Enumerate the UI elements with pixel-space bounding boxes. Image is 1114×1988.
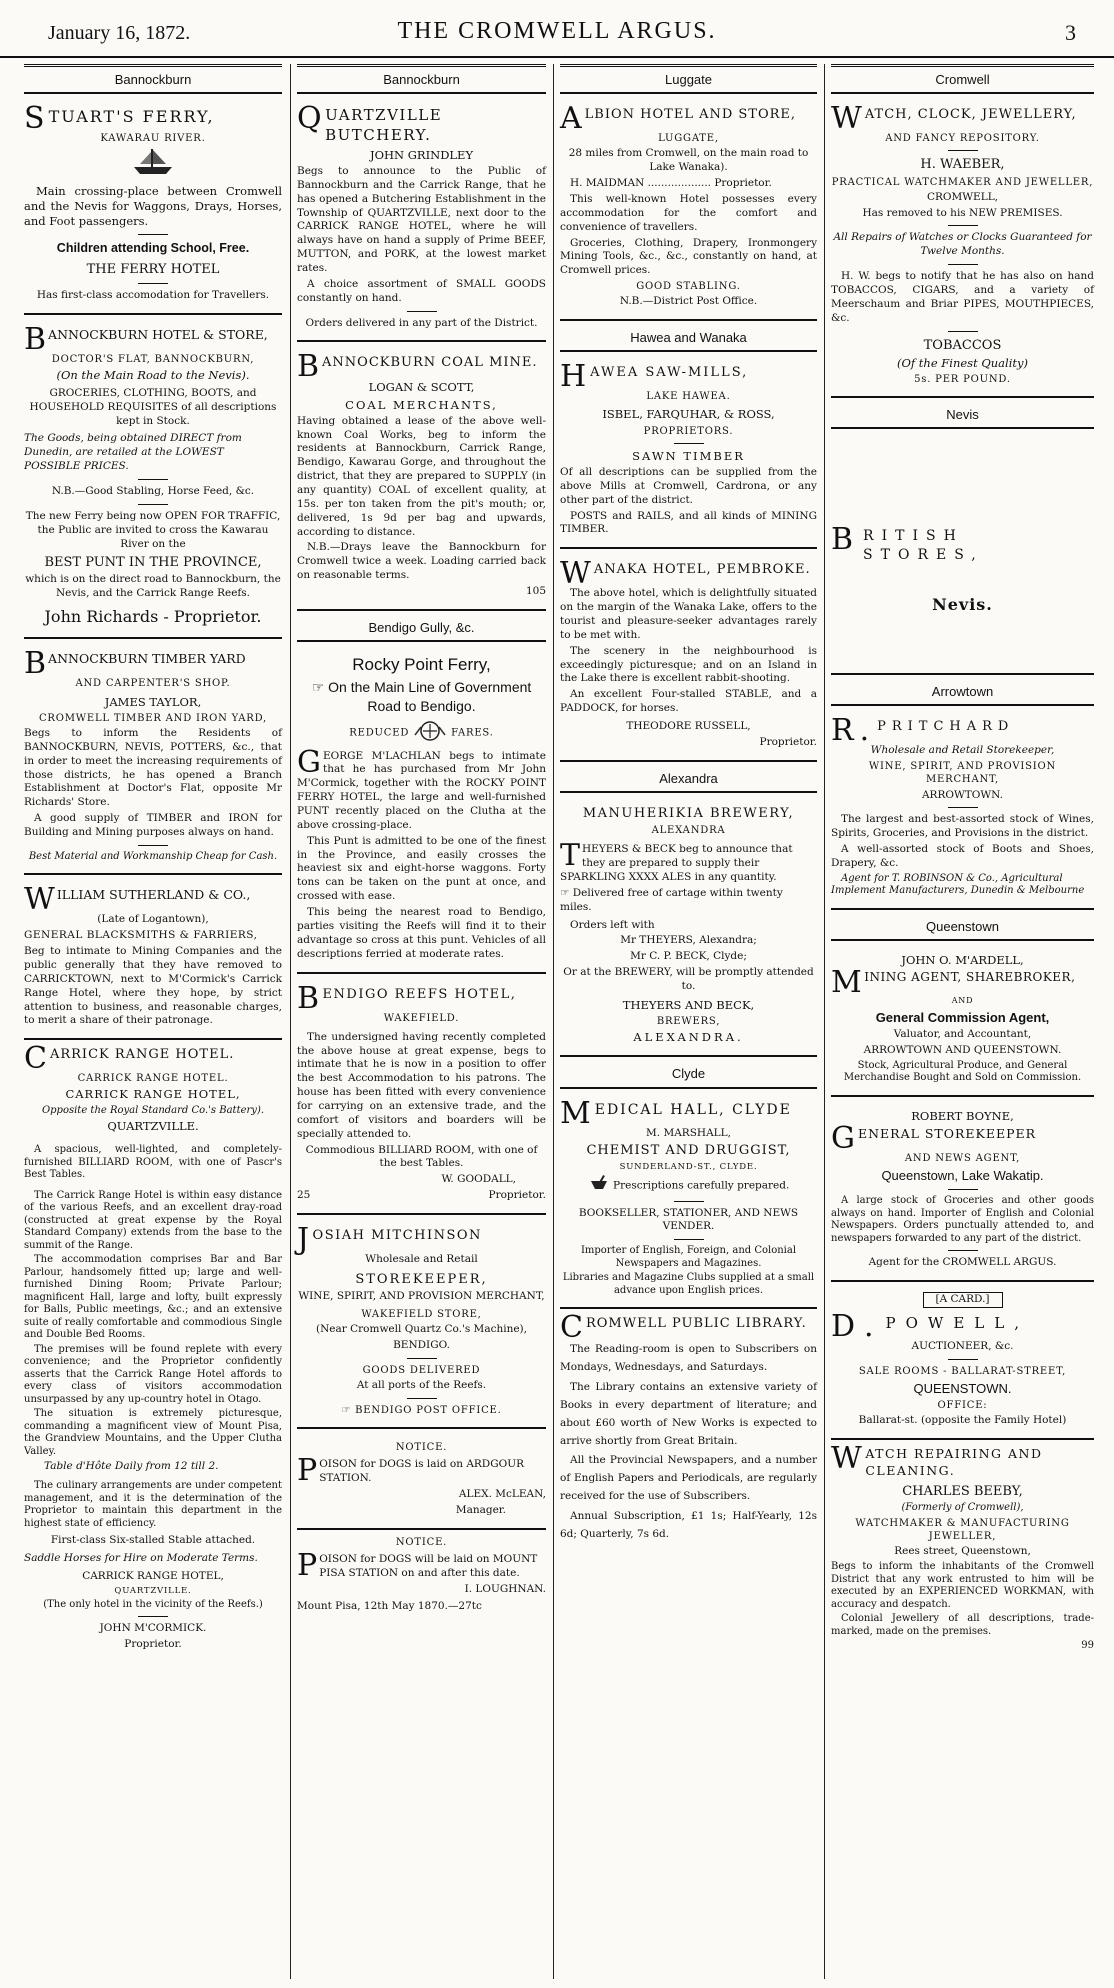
ad-rocky-point-ferry xyxy=(297,648,546,973)
ad-body: Begs to announce to the Public of Bannockburn and the Carrick Range, that he has opened a Butchering Establishment in the Township of QUARTZVILLE, next door to the CARRICK RANGE HOTEL, where he will always have on hand a supply of Prime BEEF, MUTTON, and PORK, at the lowest market rates. xyxy=(297,164,546,274)
ad-stable: First-class Six-stalled Stable attached. xyxy=(50,1534,256,1547)
ad-trade: GENERAL STOREKEEPER xyxy=(831,1120,1037,1156)
ad-body: This well-known Hotel possesses every accommodation for the comfort and convenience of travellers. xyxy=(560,192,817,233)
ad-title: Rocky Point Ferry, xyxy=(352,655,491,675)
ad-body3: This being the nearest road to Bendigo, parties visiting the Reefs will find it to their advantage so cross at this punt. Vehicles of all descriptions ferried at moderate rates. xyxy=(297,906,546,960)
ad-stock: Stock, Agricultural Produce, and General Merchandise Bought and Sold on Commission. xyxy=(843,1059,1082,1084)
ad-owner: John Richards - Proprietor. xyxy=(44,607,262,627)
ad-price: 5s. PER POUND. xyxy=(914,373,1011,385)
ad-sig2: QUARTZVILLE. xyxy=(114,1585,192,1596)
notice-head: NOTICE. xyxy=(395,1536,448,1548)
ad-book: BOOKSELLER, STATIONER, AND NEWS VENDER. xyxy=(578,1206,799,1233)
column-1 xyxy=(18,64,288,1979)
ad-order1: Mr THEYERS, Alexandra; xyxy=(620,934,757,947)
section-heading: Cromwell xyxy=(831,64,1094,94)
ad-office: OFFICE: xyxy=(937,1400,988,1412)
ad-title: CROMWELL PUBLIC LIBRARY. xyxy=(560,1310,807,1346)
ad-pritchard xyxy=(831,712,1094,910)
ad-title: WILLIAM SUTHERLAND & CO., xyxy=(24,882,251,918)
ad-ferry: The new Ferry being now OPEN FOR TRAFFIC, the Public are invited to cross the Kawarau River on the xyxy=(25,509,281,550)
column-3 xyxy=(553,64,823,1979)
pointing-hand-icon: ☞ xyxy=(311,679,329,696)
ad-addr: Rees street, Queenstown, xyxy=(894,1545,1031,1558)
ad-trade: PRACTICAL WATCHMAKER AND JEWELLER, xyxy=(831,176,1094,188)
ad-delivered xyxy=(560,887,817,915)
notice-date: Mount Pisa, 12th May 1870.—27tc xyxy=(297,1600,482,1613)
ad-imp: Importer of English, Foreign, and Colonial Newspapers and Magazines. xyxy=(580,1245,797,1269)
ad-nb: N.B.—District Post Office. xyxy=(619,295,758,308)
ad-name: JOHN O. M'ARDELL, xyxy=(901,953,1024,968)
issue-date: January 16, 1872. xyxy=(48,22,191,44)
ad-title: MANUHERIKIA BREWERY, xyxy=(582,805,795,821)
ad-stabling: GOOD STABLING. xyxy=(636,281,741,293)
ad-body2: This Punt is admitted to be one of the finest in the Province, and easily crosses the heaviest six and eight-horse waggons. Forty tons can be taken on the punt at once, and crossed with ease. xyxy=(297,834,546,903)
ad-body2: The scenery in the neighbourhood is exceedingly picturesque; and on an Island in the Lake there is excellent rabbit-shooting. xyxy=(560,644,817,685)
section-heading: Queenstown xyxy=(831,916,1094,941)
ad-presc-text: Prescriptions carefully prepared. xyxy=(613,1179,790,1192)
notice-body: POISON for DOGS is laid on ARDGOUR STATION. xyxy=(297,1453,524,1489)
ad-line xyxy=(297,678,546,715)
ad-title: BANNOCKBURN TIMBER YARD xyxy=(24,646,246,682)
ad-trade: COAL MERCHANTS, xyxy=(345,397,498,412)
ad-body: THEYERS & BECK beg to announce that they are prepared to supply their SPARKLING XXXX ALES in any quantity. xyxy=(560,838,793,883)
ad-note: The Goods, being obtained DIRECT from Dunedin, are retailed at the LOWEST POSSIBLE PRICES. xyxy=(24,432,242,473)
ad-stuarts-ferry xyxy=(24,100,282,314)
ad-sig1: CARRICK RANGE HOTEL, xyxy=(82,1569,224,1582)
pointing-hand-icon: ☞ xyxy=(341,1404,356,1416)
ad-trade: MINING AGENT, SHAREBROKER, xyxy=(831,965,1076,1001)
ad-agent: Agent for T. ROBINSON & Co., Agricultural Implement Manufacturers, Dunedin & Melbourne xyxy=(831,872,1085,897)
ad-number: 105 xyxy=(525,585,546,598)
ad-nb: N.B.—Good Stabling, Horse Feed, &c. xyxy=(51,485,255,498)
ad-order3: Or at the BREWERY, will be promptly attended to. xyxy=(563,966,814,992)
ad-title: CARRICK RANGE HOTEL. xyxy=(24,1041,235,1077)
column-2 xyxy=(290,64,552,1979)
ad-timber-yard xyxy=(24,645,282,875)
ad-place: QUEENSTOWN. xyxy=(913,1380,1012,1396)
reduced-label: REDUCED xyxy=(349,728,410,740)
ad-direct: which is on the direct road to Bannockburn, the Nevis, and the Carrick Range Reefs. xyxy=(25,572,281,599)
ad-wanaka-hotel xyxy=(560,555,817,761)
ad-name: M. MARSHALL, xyxy=(646,1126,731,1139)
ad-place: BENDIGO. xyxy=(393,1338,450,1351)
ad-prop: Proprietor. xyxy=(124,1638,182,1651)
page-number: 3 xyxy=(1065,20,1076,45)
ad-repairs: All Repairs of Watches or Clocks Guaranteed for Twelve Months. xyxy=(833,231,1092,258)
ad-mitchinson xyxy=(297,1221,546,1429)
ad-place: WAKEFIELD. xyxy=(383,1012,460,1024)
ad-trade: WATCHMAKER & MANUFACTURING JEWELLER, xyxy=(855,1517,1070,1542)
ad-body: Having obtained a lease of the above well-known Coal Works, beg to inform the residents at Bannockburn, Carrick Range, Bendigo, Kawarau Gorge, and throughout the district, that they are prepared to SUPPLY (in any quantity) COAL of excellent quality, at 15s. per ton taken from the pit's mouth; or, delivered, 1s 9d per bag and upwards, according to distance. xyxy=(297,414,546,538)
ad-timber: SAWN TIMBER xyxy=(632,448,745,463)
ad-title: WATCH REPAIRING AND CLEANING. xyxy=(831,1441,1043,1478)
notice-role: Manager. xyxy=(455,1503,506,1516)
ad-trade: CROMWELL TIMBER AND IRON YARD, xyxy=(38,712,268,724)
ad-goods: GOODS DELIVERED xyxy=(362,1364,481,1376)
ad-gca: General Commission Agent, xyxy=(875,1009,1050,1025)
mortar-icon xyxy=(588,1175,610,1196)
ad-news: AND NEWS AGENT, xyxy=(904,1152,1021,1164)
ad-ports: At all ports of the Reefs. xyxy=(356,1378,487,1391)
ad-opposite: Opposite the Royal Standard Co.'s Battery). xyxy=(41,1104,265,1116)
pointing-hand-icon: ☞ xyxy=(560,886,573,899)
ad-title: BENDIGO REEFS HOTEL, xyxy=(297,980,517,1016)
ad-nevis: Nevis. xyxy=(932,595,993,615)
ad-role: AUCTIONEER, &c. xyxy=(911,1339,1014,1352)
ad-body3: An excellent Four-stalled STABLE, and a PADDOCK, for horses. xyxy=(560,688,817,715)
ad-title: JOSIAH MITCHINSON xyxy=(297,1222,482,1257)
ad-moved: Has removed to his NEW PREMISES. xyxy=(862,206,1063,219)
ad-supply: A good supply of TIMBER and IRON for Building and Mining purposes always on hand. xyxy=(24,812,282,839)
ad-sub: AND CARPENTER'S SHOP. xyxy=(75,678,231,690)
ad-tobaccos: TOBACCOS xyxy=(923,337,1002,353)
crest-icon xyxy=(413,719,447,747)
ad-owner: JOHN M'CORMICK. xyxy=(99,1622,207,1635)
ad-sub: Wholesale and Retail Storekeeper, xyxy=(870,744,1055,757)
section-heading: Alexandra xyxy=(560,768,817,793)
ad-place: LAKE HAWEA. xyxy=(646,391,731,403)
ad-title: HAWEA SAW-MILLS, xyxy=(560,359,749,395)
notice-sig: I. LOUGHNAN. xyxy=(464,1582,546,1595)
ad-goods: Groceries, Clothing, Drapery, Ironmongery Mining Tools, &c., &c., constantly on hand, at Cromwell prices. xyxy=(560,236,817,277)
ad-former: (Formerly of Cromwell), xyxy=(901,1502,1024,1514)
ad-road: (On the Main Road to the Nevis). xyxy=(56,367,250,382)
ad-title: R.PRITCHARD xyxy=(831,713,1015,749)
ad-manuherikia-brewery xyxy=(560,799,817,1057)
ad-nb: N.B.—Drays leave the Bannockburn for Cromwell twice a week. Loading carried back on reasonable terms. xyxy=(297,541,546,582)
section-heading: Arrowtown xyxy=(831,681,1094,706)
ad-prop: H. MAIDMAN ................... Proprietor. xyxy=(570,177,772,190)
section-heading: Bendigo Gully, &c. xyxy=(297,617,546,642)
ad-title: STUART'S FERRY, xyxy=(24,101,215,137)
ad-late: (Late of Logantown), xyxy=(97,913,209,926)
ad-sub1: CARRICK RANGE HOTEL. xyxy=(77,1073,229,1085)
ad-role: PROPRIETORS. xyxy=(643,425,734,437)
section-heading: Nevis xyxy=(831,404,1094,429)
ad-beeby xyxy=(831,1441,1094,1652)
section-heading: Clyde xyxy=(560,1063,817,1088)
ad-place: Queenstown, Lake Wakatip. xyxy=(881,1168,1044,1184)
ad-title: BANNOCKBURN COAL MINE. xyxy=(297,349,538,385)
ad-name: LOGAN & SCOTT, xyxy=(368,380,475,395)
ad-albion-hotel xyxy=(560,100,817,321)
ad-sig3: (The only hotel in the vicinity of the Reefs.) xyxy=(43,1598,263,1610)
ad-title: BANNOCKBURN HOTEL & STORE, xyxy=(24,321,268,357)
ad-place: ARROWTOWN AND QUEENSTOWN. xyxy=(863,1043,1062,1056)
ad-public-library xyxy=(560,1310,817,1543)
ad-coal-mine xyxy=(297,348,546,611)
ad-body: The undersigned having recently completed the above house at great expense, begs to intimate that he is now in a position to offer the best Accommodation to his patrons. The house has been fitted with every convenience for carrying on an extensive trade, and the comfort of visitors and boarders will be specially attended to. xyxy=(297,1030,546,1140)
ad-trade: GENERAL BLACKSMITHS & FARRIERS, xyxy=(24,929,258,942)
ad-bannockburn-hotel xyxy=(24,321,282,640)
ad-p4: The premises will be found replete with every convenience; and the Proprietor confidently asserts that the Carrick Range Hotel affords to every class of visitors accommodation unsurpassed by any up-country hotel in Otago. xyxy=(24,1343,282,1405)
ad-quality: (Of the Finest Quality) xyxy=(896,355,1028,370)
ad-body: A large stock of Groceries and other goods always on hand. Importer of English and Colonial Newspapers. Orders punctually attended to, and newspapers forwarded to any part of the district. xyxy=(831,1195,1094,1244)
ad-punt: BEST PUNT IN THE PROVINCE, xyxy=(44,554,262,570)
ad-p1: A spacious, well-lighted, and completely-furnished BILLIARD ROOM, with one of Pascr's Best Tables. xyxy=(24,1144,282,1181)
ad-prop: Proprietor. xyxy=(759,735,817,748)
section-heading: Hawea and Wanaka xyxy=(560,327,817,352)
ad-addr: SUNDERLAND-ST., CLYDE. xyxy=(619,1161,758,1172)
ad-p1: The Reading-room is open to Subscribers on Mondays, Wednesdays, and Saturdays. xyxy=(560,1343,817,1374)
ad-place: QUARTZVILLE. xyxy=(107,1119,199,1134)
ad-body: Begs to inform the Residents of BANNOCKBURN, NEVIS, POTTERS, &c., that in order to meet the increasing requirements of those districts, he has opened a Branch Establishment at Doctor's Flat, opposite Mr Richards' Store. xyxy=(24,727,282,809)
ship-icon xyxy=(24,147,282,181)
column-4 xyxy=(824,64,1100,1979)
ad-colonial: Colonial Jewellery of all descriptions, trade-marked, made on the premises. xyxy=(831,1613,1094,1637)
ad-p3: All the Provincial Newspapers, and a number of English Papers and Periodicals, are regularly received for the use of Subscribers. xyxy=(560,1454,817,1503)
ad-p5: The situation is extremely picturesque, commanding a magnificent view of Mount Pisa, the Grandview Mountains, and the Upper Clutha Valley. xyxy=(24,1408,282,1457)
ad-saddle: Saddle Horses for Hire on Moderate Terms. xyxy=(24,1552,258,1565)
notice-mount-pisa xyxy=(297,1536,546,1615)
ad-sutherland xyxy=(24,881,282,1040)
ad-p1: The largest and best-assorted stock of Wines, Spirits, Groceries, and Provisions in the district. xyxy=(831,813,1094,840)
ad-title: ALBION HOTEL AND STORE, xyxy=(560,101,797,137)
accommodation: Has first-class accomodation for Travellers. xyxy=(36,288,270,301)
ad-p4: Annual Subscription, £1 1s; Half-Yearly, 12s 6d; Quarterly, 7s 6d. xyxy=(560,1509,817,1540)
section-heading: Bannockburn xyxy=(297,64,546,94)
ad-prop: Proprietor. xyxy=(488,1189,546,1202)
ad-body: Begs to inform the inhabitants of the Cromwell District that any work entrusted to him will be executed by an EXPERIENCED WORKMAN, with accuracy and despatch. xyxy=(831,1561,1094,1610)
ad-trade: CHEMIST AND DRUGGIST, xyxy=(586,1143,791,1159)
ad-addr: Ballarat-st. (opposite the Family Hotel) xyxy=(858,1414,1067,1427)
ad-title: QUARTZVILLE BUTCHERY. xyxy=(297,101,443,144)
ad-hawea-sawmills xyxy=(560,358,817,549)
notice-body: POISON for DOGS will be laid on MOUNT PISA STATION on and after this date. xyxy=(297,1547,538,1583)
ad-place: LUGGATE, xyxy=(658,133,719,145)
ad-mcardell xyxy=(831,947,1094,1097)
ad-note: H. W. begs to notify that he has also on hand TOBACCOS, CIGARS, and a variety of Meerschaum and Briar PIPES, MOUTHPIECES, &c. xyxy=(831,270,1094,324)
ad-body1: The above hotel, which is delightfully situated on the margin of the Wanaka Lake, offers to the tourist and pleasure-seeker advantages rarely to be met with. xyxy=(560,587,817,641)
ad-name: JOHN GRINDLEY xyxy=(369,147,474,162)
ad-name: H. WAEBER, xyxy=(920,157,1005,173)
ad-title: BRITISH STORES, xyxy=(831,522,984,563)
section-heading: Bannockburn xyxy=(24,64,282,94)
ad-quartzville-butchery xyxy=(297,100,546,342)
ad-trade: STOREKEEPER, xyxy=(355,1271,488,1287)
ad-body: Beg to intimate to Mining Companies and the public generally that they have removed to CARRICKTOWN, next to M'Cormick's Carrick Range Hotel, where they hope, by strict attention to business, and reasonable charges, to merit a share of their patronage. xyxy=(24,945,282,1027)
ad-powell xyxy=(831,1288,1094,1440)
notice-ardgour xyxy=(297,1435,546,1530)
ad-body1: GEORGE M'LACHLAN begs to intimate that he has purchased from Mr John M'Cormick, together with the ROCKY POINT FERRY HOTEL, the large and well-furnished PUNT recently placed on the Clutha at the above crossing-place. xyxy=(297,744,546,831)
ad-title: MEDICAL HALL, CLYDE xyxy=(560,1095,792,1131)
ad-store: WAKEFIELD STORE, xyxy=(361,1308,482,1320)
ad-trade2: WINE, SPIRIT, AND PROVISION MERCHANT, xyxy=(298,1290,545,1303)
ad-billiard: Commodious BILLIARD ROOM, with one of the best Tables. xyxy=(305,1143,538,1170)
ad-dist: 28 miles from Cromwell, on the main road to Lake Wanaka). xyxy=(568,147,809,174)
ad-presc xyxy=(560,1175,817,1196)
ad-place2: ALEXANDRA. xyxy=(633,1030,744,1045)
ad-goods: A choice assortment of SMALL GOODS constantly on hand. xyxy=(297,277,546,304)
ad-foot xyxy=(297,1189,546,1203)
ad-number: 25 xyxy=(297,1189,311,1202)
ad-orders: Orders delivered in any part of the District. xyxy=(305,316,538,329)
school-notice: Children attending School, Free. xyxy=(56,241,250,256)
ad-near: (Near Cromwell Quartz Co.'s Machine), xyxy=(316,1323,527,1336)
ferry-hotel: THE FERRY HOTEL xyxy=(86,261,220,277)
ad-carrick-range xyxy=(24,1041,282,1652)
ad-title: WATCH, CLOCK, JEWELLERY, xyxy=(831,101,1077,137)
ad-p2: A well-assorted stock of Boots and Shoes, Drapery, &c. xyxy=(831,843,1094,870)
ad-lib: Libraries and Magazine Clubs supplied at a small advance upon English prices. xyxy=(562,1272,815,1296)
ad-posts: POSTS and RAILS, and all kinds of MINING TIMBER. xyxy=(560,509,817,536)
ad-agent: Agent for the CROMWELL ARGUS. xyxy=(868,1256,1057,1269)
newspaper-title: THE CROMWELL ARGUS. xyxy=(397,18,717,44)
ad-card: [A CARD.] xyxy=(923,1292,1003,1308)
ad-p2: The Carrick Range Hotel is within easy distance of the various Reefs, and an excellent dray-road (constructed at great expense by the Royal Standard Company) extends from the base to the summit of the Range. xyxy=(24,1189,282,1251)
ad-val: Valuator, and Accountant, xyxy=(893,1027,1032,1040)
ad-name: JAMES TAYLOR, xyxy=(104,694,202,709)
ad-post xyxy=(297,1404,546,1417)
ad-medical-hall xyxy=(560,1095,817,1310)
ad-line-text: On the Main Line of Government Road to Bendigo. xyxy=(328,679,532,714)
ad-p3: The accommodation comprises Bar and Bar Parlour, handsomely fitted up; large and well-furnished Dining Room; Private Parlour; magnificent Hall, large and lofty, built expressly for Balls, Public meetings, &c.; and an extensive suite of really comfortable and commodious Single and Double Bed Rooms. xyxy=(24,1254,282,1341)
ad-sig: W. GOODALL, xyxy=(441,1173,516,1186)
ad-post-text: BENDIGO POST OFFICE. xyxy=(355,1404,502,1416)
ad-p6: The culinary arrangements are under competent management, and it is the determination of the Proprietor to maintain this department in the highest state of efficiency. xyxy=(24,1480,282,1529)
ad-p2: The Library contains an extensive variety of Books in every department of literature; and about £60 worth of New Works is expected to arrive shortly from Great Britain. xyxy=(560,1381,817,1447)
fares-label: FARES. xyxy=(451,728,494,740)
ad-fares xyxy=(297,719,546,747)
ad-body: Of all descriptions can be supplied from the above Mills at Cromwell, Cardrona, or any other part of the district. xyxy=(560,466,817,506)
ad-sub2: CARRICK RANGE HOTEL, xyxy=(65,1087,241,1102)
ad-title: D.POWELL, xyxy=(831,1308,1029,1344)
ad-place: ALEXANDRA xyxy=(651,825,726,837)
ad-name: ROBERT BOYNE, xyxy=(911,1108,1014,1123)
ad-waeber-watch xyxy=(831,100,1094,398)
ad-table-dhote: Table d'Hôte Daily from 12 till 2. xyxy=(44,1460,219,1473)
ad-sig: THEODORE RUSSELL, xyxy=(626,720,751,733)
ad-goods: GROCERIES, CLOTHING, BOOTS, and HOUSEHOLD REQUISITES of all descriptions kept in Stock. xyxy=(29,386,277,427)
ad-motto: Best Material and Workmanship Cheap for Cash. xyxy=(28,850,278,862)
ad-name: CHARLES BEEBY, xyxy=(902,1484,1023,1500)
ad-sig: THEYERS AND BECK, xyxy=(622,997,755,1012)
ad-and: AND xyxy=(951,996,974,1006)
ad-sub: AND FANCY REPOSITORY. xyxy=(885,133,1040,145)
ad-place: CROMWELL, xyxy=(926,190,999,203)
notice-head: NOTICE. xyxy=(395,1442,448,1454)
masthead xyxy=(0,0,1114,58)
ad-place: DOCTOR'S FLAT, BANNOCKBURN, xyxy=(51,353,255,365)
ad-british-stores xyxy=(831,435,1094,675)
ad-names: ISBEL, FARQUHAR, & ROSS, xyxy=(602,407,775,422)
ad-role: BREWERS, xyxy=(656,1016,721,1028)
ad-bendigo-reefs-hotel xyxy=(297,980,546,1216)
ad-trade: WINE, SPIRIT, AND PROVISION MERCHANT, xyxy=(868,761,1057,786)
section-heading: Luggate xyxy=(560,64,817,94)
ad-rooms: SALE ROOMS - BALLARAT-STREET, xyxy=(858,1365,1067,1377)
ad-body: Main crossing-place between Cromwell and the Nevis for Waggons, Drays, Horses, and Foot passengers. xyxy=(24,183,282,228)
ad-delivered-text: Delivered free of cartage within twenty miles. xyxy=(560,886,783,913)
notice-sig: ALEX. McLEAN, xyxy=(458,1487,546,1500)
ad-order2: Mr C. P. BECK, Clyde; xyxy=(630,950,747,963)
ad-place: ARROWTOWN. xyxy=(921,788,1004,801)
ad-sub: Wholesale and Retail xyxy=(365,1253,478,1265)
ad-place: KAWARAU RIVER. xyxy=(100,133,206,145)
ad-orders: Orders left with xyxy=(570,918,655,931)
ad-boyne xyxy=(831,1103,1094,1282)
ad-number: 99 xyxy=(1081,1640,1094,1652)
ad-title: WANAKA HOTEL, PEMBROKE. xyxy=(560,556,811,592)
